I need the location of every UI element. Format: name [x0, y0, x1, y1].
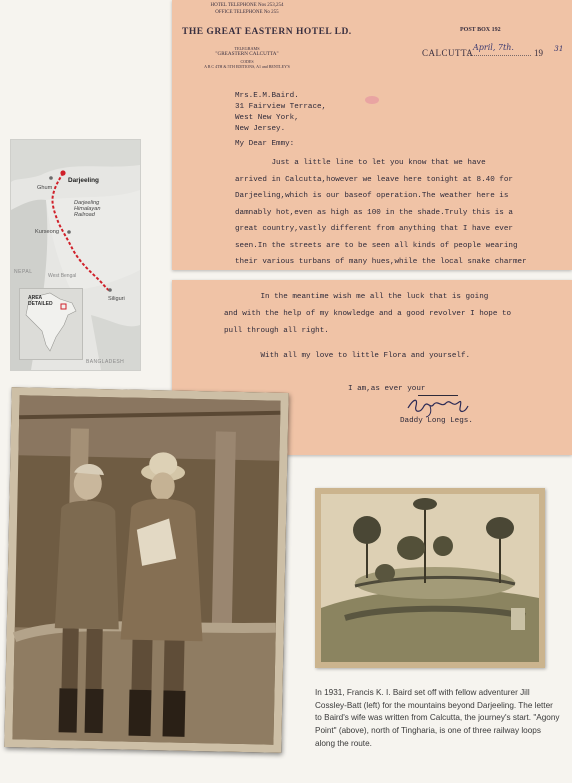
west-bengal-label: West Bengal [48, 273, 77, 279]
signature [404, 394, 474, 418]
place-siliguri: Siliguri [108, 296, 125, 302]
letter-line: seen.In the streets are to be seen all kinds of people wearing [235, 241, 518, 250]
nickname: Daddy Long Legs. [400, 417, 473, 425]
railroad-label-line: Darjeeling [74, 200, 100, 206]
nepal-label: NEPAL [14, 269, 33, 275]
address-line: Mrs.E.M.Baird. [235, 92, 299, 100]
letter-line: damnably hot,even as high as 100 in the shade.Truly this is a [235, 208, 513, 217]
letter-line: arrived in Calcutta,however we leave here tonight at 8.40 for [235, 175, 513, 184]
letter-page-1 [172, 0, 572, 270]
letter-body-page-2 [224, 294, 511, 345]
letter-line: Darjeeling,which is our baseof operation.The weather here is [235, 192, 509, 200]
place-kurseong: Kurseong [35, 229, 59, 235]
address-block [235, 93, 326, 137]
salutation: My Dear Emmy: [235, 140, 295, 148]
ink-stain [365, 96, 379, 104]
address-line: West New York, [235, 114, 299, 122]
place-darjeeling: Darjeeling [68, 177, 99, 184]
post-box: POST BOX 192 [460, 27, 501, 33]
sign-off: I am,as ever your [348, 385, 426, 393]
hotel-name: THE GREAT EASTERN HOTEL LD. [182, 27, 352, 37]
codes: A B C 4TH & 5TH EDITIONS, A1 and BENTLEY'S [204, 64, 290, 69]
signature-scribble [404, 394, 474, 418]
closing-line: With all my love to little Flora and yourself. [224, 352, 471, 360]
bangladesh-label: BANGLADESH [86, 359, 125, 365]
address-line: New Jersey. [235, 125, 286, 133]
kurseong-marker [67, 230, 71, 234]
darjeeling-marker [60, 170, 65, 175]
agony-point-photo-image [315, 488, 545, 668]
explorers-photo-image [4, 387, 288, 753]
date-underline [467, 55, 531, 56]
letter-body-page-1 [235, 160, 527, 276]
letter-line: Just a little line to let you know that we have [235, 159, 486, 167]
inset-label [28, 295, 53, 307]
inset-label-line: DETAILED [28, 301, 53, 307]
letter-line: great country,vastly different from anything that I have ever [235, 225, 513, 233]
place-ghum: Ghum [37, 185, 53, 191]
siliguri-marker [108, 288, 112, 292]
codes-label: CODES [240, 59, 254, 64]
address-line: 31 Fairview Terrace, [235, 103, 327, 111]
office-telephone: OFFICE TELEPHONE No 255 [215, 10, 279, 15]
year-prefix: 19 [534, 48, 543, 58]
route-map [10, 139, 141, 371]
inset-map [19, 288, 83, 360]
railroad-label-line: Railroad [74, 212, 95, 218]
letter-line: pull through all right. [224, 327, 329, 335]
date-handwritten: April, 7th. [473, 43, 514, 52]
year-suffix: 31 [554, 44, 564, 53]
letter-line: In the meantime wish me all the luck that is going [224, 293, 489, 301]
agony-point-photo [315, 488, 545, 668]
city: CALCUTTA [422, 48, 474, 58]
letter-line: and with the help of my knowledge and a good revolver I hope to [224, 310, 512, 318]
hotel-telephone: HOTEL TELEPHONE Nos 253,254 [210, 3, 284, 8]
telegrams-address: "GREASTERN CALCUTTA" [215, 51, 279, 57]
inset-label-line: AREA [28, 295, 43, 301]
photo-caption: In 1931, Francis K. I. Baird set off with fellow adventurer Jill Cossley-Batt (left) for the mountains beyond Darjeeling. The letter to Baird's wife was written from Calcutta, the journey's start. "Agony Point" (above), north of Tingharia, is one of three railway loops along the route. [315, 688, 560, 748]
explorers-photo [4, 387, 288, 753]
letter-line: their various turbans of many hues,while the local snake charmer [235, 258, 527, 266]
railroad-label-line: Himalayan [74, 206, 101, 212]
ghum-marker [49, 176, 53, 180]
railroad-label [74, 200, 100, 218]
telegrams-label: TELEGRAMS [234, 46, 260, 51]
